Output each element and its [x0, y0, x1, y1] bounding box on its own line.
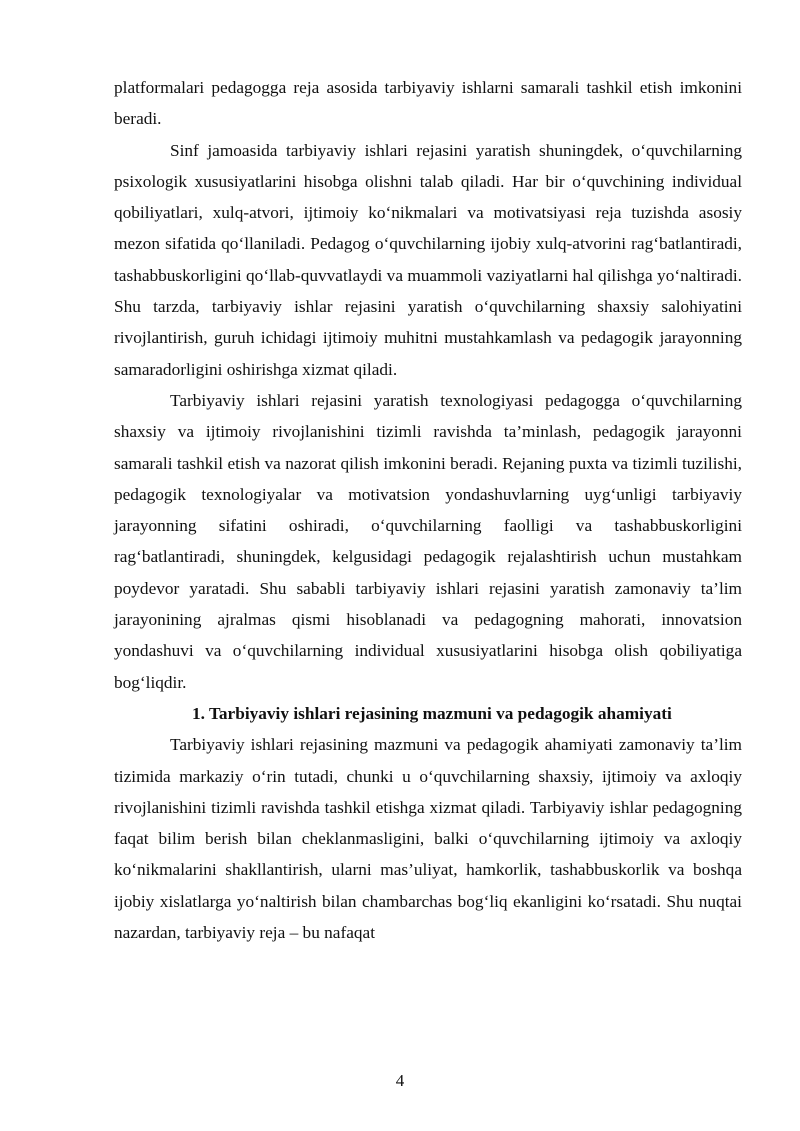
paragraph-psychological-features: Sinf jamoasida tarbiyaviy ishlari rejasini yaratish shuningdek, o‘quvchilarning psixologik xususiyatlarini hisobga olishni talab qiladi. Har bir o‘quvchining individual qobiliyatlari, xulq-atvori, ijtimoiy ko‘nikmalari va motivatsiyasi reja tuzishda asosiy mezon sifatida qo‘llaniladi. Pedagog o‘quvchilarning ijobiy xulq-atvorini rag‘batlantiradi, tashabbuskorligini qo‘llab-quvvatlaydi va muammoli vaziyatlarni hal qilishga yo‘naltiradi. Shu tarzda, tarbiyaviy ishlar rejasini yaratish o‘quvchilarning shaxsiy salohiyatini rivojlantirish, guruh ichidagi ijtimoiy muhitni mustahkamlash va pedagogik jarayonning samaradorligini oshirishga xizmat qiladi.	[114, 140, 742, 379]
paragraph-plan-technology: Tarbiyaviy ishlari rejasini yaratish texnologiyasi pedagogga o‘quvchilarning shaxsiy va ijtimoiy rivojlanishini tizimli ravishda ta’minlash, pedagogik jarayonni samarali tashkil etish va nazorat qilish imkonini beradi. Rejaning puxta va tizimli tuzilishi, pedagogik texnologiyalar va motivatsion yondashuvlarning uyg‘unligi tarbiyaviy jarayonning sifatini oshiradi, o‘quvchilarning faolligi va tashabbuskorligini rag‘batlantiradi, shuningdek, kelgusidagi pedagogik rejalashtirish uchun mustahkam poydevor yaratadi. Shu sababli tarbiyaviy ishlari rejasini yaratish zamonaviy ta’lim jarayonining ajralmas qismi hisoblanadi va pedagogning mahorati, innovatsion yondashuvi va o‘quvchilarning individual xususiyatlarini hisobga olish qobiliyatiga bog‘liqdir.	[114, 390, 742, 692]
paragraph-section-intro: Tarbiyaviy ishlari rejasining mazmuni va pedagogik ahamiyati zamonaviy ta’lim tizimida markaziy o‘rin tutadi, chunki u o‘quvchilarning shaxsiy, ijtimoiy va axloqiy rivojlanishini tizimli ravishda tashkil etishga xizmat qiladi. Tarbiyaviy ishlar pedagogning faqat bilim berish bilan cheklanmasligini, balki o‘quvchilarning ijtimoiy va axloqiy ko‘nikmalarini shakllantirish, ularni mas’uliyat, hamkorlik, tashabbuskorlik va boshqa ijobiy xislatlarga yo‘naltirish bilan chambarchas bog‘liq ekanligini ko‘rsatadi. Shu nuqtai nazardan, tarbiyaviy reja – bu nafaqat	[114, 735, 742, 943]
paragraph-continuation: platformalari pedagogga reja asosida tarbiyaviy ishlarni samarali tashkil etish imkonini beradi.	[114, 78, 742, 129]
section-heading: 1. Tarbiyaviy ishlari rejasining mazmuni va pedagogik ahamiyati	[192, 703, 672, 723]
body-text	[114, 72, 742, 948]
page-number: 4	[395, 1071, 405, 1090]
